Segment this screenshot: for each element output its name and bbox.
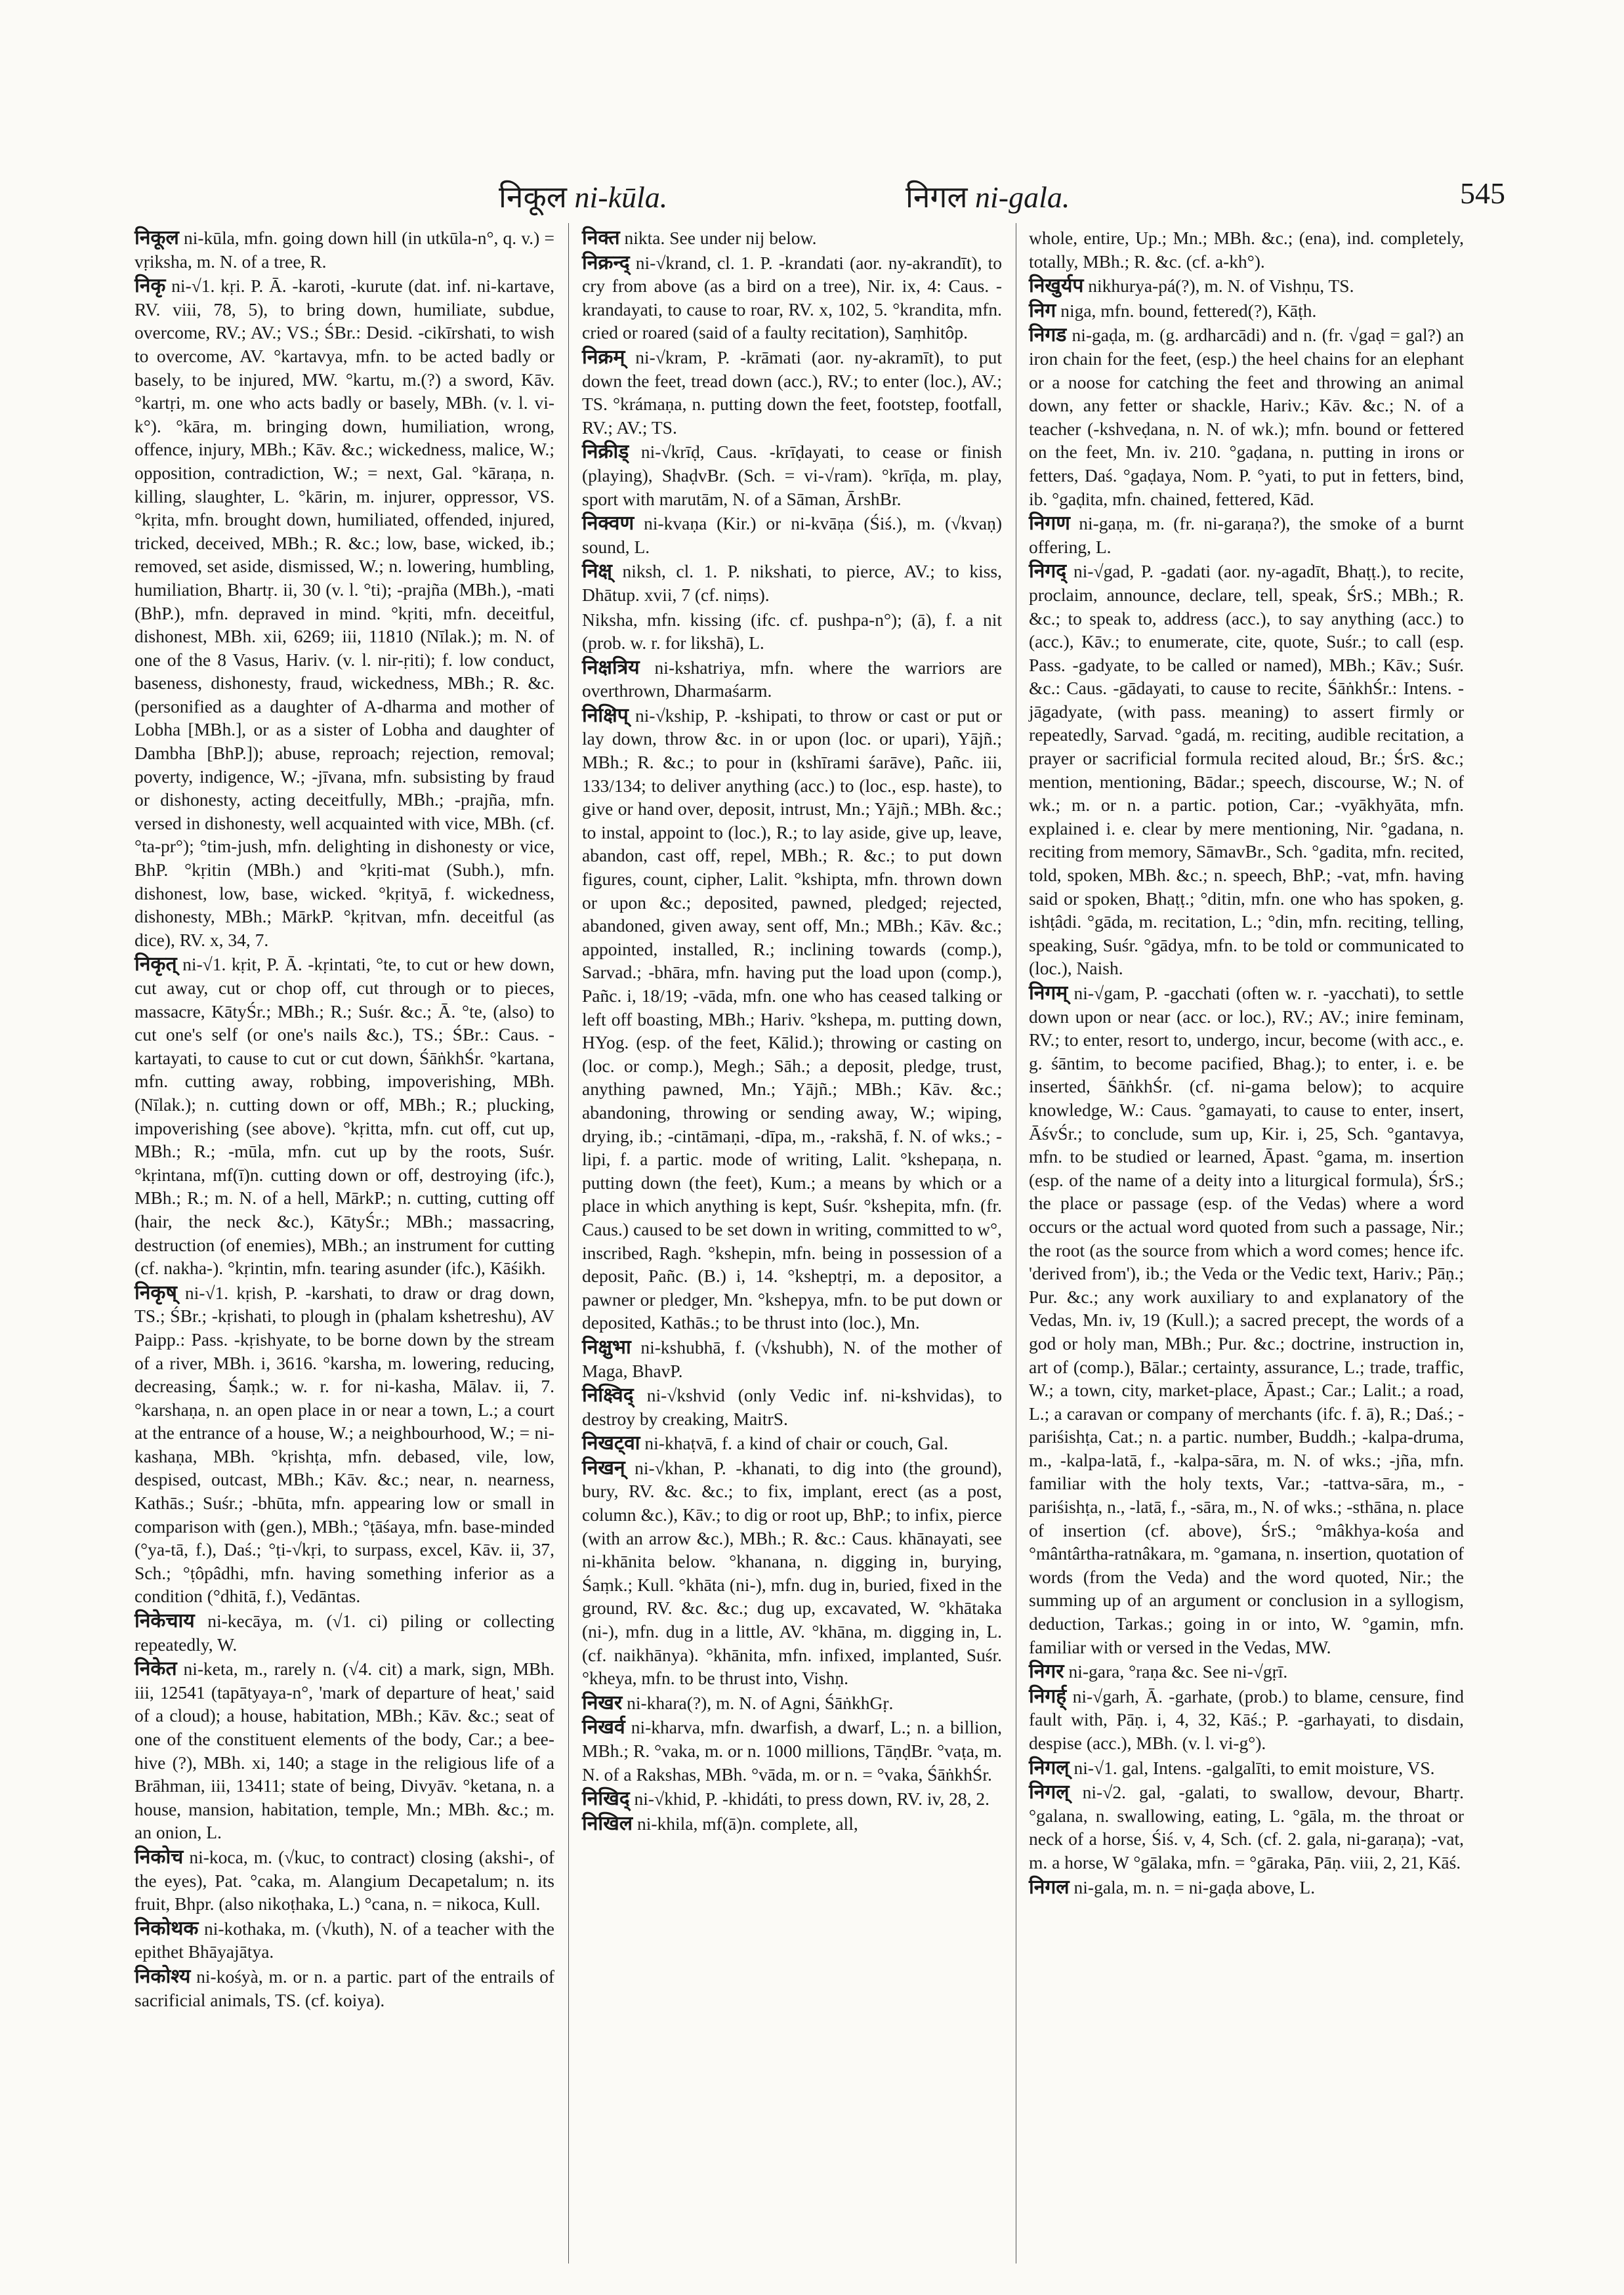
dictionary-entry [582,1787,1002,1811]
entry-definition: niksh, cl. 1. P. nikshati, to pierce, AV.; to kiss, Dhātup. xvii, 7 (cf. niṃs). [582,561,1003,605]
entry-headword: निक्त [582,227,620,249]
dictionary-entry [1029,226,1464,273]
entry-definition: ni-gala, m. n. = ni-gaḍa above, L. [1073,1876,1316,1897]
entry-headword: निकृत् [135,953,177,976]
entry-headword: निगड [1029,324,1067,346]
entry-definition: ni-√kram, P. -krāmati (aor. ny-akramīt), to put down the feet, tread down (acc.), RV.; to enter (loc.), AV.; TS. °krámaṇa, n. putting down the feet, footstep, footfall, RV.; AV.; TS. [582,346,1002,438]
dictionary-entry [582,1432,1002,1455]
dictionary-entry [135,1917,554,1964]
dictionary-entry [1029,512,1464,558]
entry-definition: whole, entire, Up.; Mn.; MBh. &c.; (ena), ind. completely, totally, MBh.; R. &c. (cf. a-kh°). [1029,228,1464,272]
entry-definition: ni-√khan, P. -khanati, to dig into (the ground), bury, RV. &c. &c.; to fix, implant, erect (as a post, column &c.), Kāv.; to dig or root up, BhP.; to infix, pierce (with an arrow &c.), MBh.; R. &c.: Caus. khānayati, see ni-khānita below. °khanana, n. digging in, burying, Śaṃk.; Kull. °khāta (ni-), mfn. dug in, buried, fixed in the ground, RV. &c. &c.; dug up, excavated, W. °khātaka (ni-), mfn. dug in a little, AV. °khāna, m. digging in, L. (cf. naikhānya). °khānita, mfn. infixed, implanted, Suśr. °kheya, mfn. to be thrust into, Vishṇ. [582,1457,1003,1689]
dictionary-entry [135,1281,554,1608]
entry-definition: nikhurya-pá(?), m. N. of Vishṇu, TS. [1088,276,1354,297]
entry-definition: ni-kecāya, m. (√1. ci) piling or collecting repeatedly, W. [135,1611,554,1655]
entry-headword: निगर [1029,1661,1064,1683]
entry-definition: ni-√1. kṛish, P. -karshati, to draw or drag down, TS.; ŚBr.; -kṛishati, to plough in (phalam kshetreshu), AV Paipp.: Pass. -kṛishyate, to be borne down by the stream of a river, MBh. i, 3616. °karsha, m. lowering, reducing, decreasing, Śaṃk.; w. r. for ni-kasha, Mālav. ii, 7. °karshaṇa, n. an open place in or near a town, L.; a court at the entrance of a house, W.; a neighbourhood, W.; = ni-kashaṇa, MBh. °kṛishṭa, mfn. debased, vile, low, despised, outcast, MBh.; Kāv. &c.; near, n. nearness, Kathās.; Suśr.; -bhūta, mfn. appearing low or small in comparison with (gen.), MBh.; °ṭāśaya, mfn. base-minded (°ya-tā, f.), Daś.; °ṭi-√kṛi, to surpass, excel, Kāv. ii, 37, Sch.; °ṭôpâdhi, mfn. having something inferior as a condition (°dhitā, f.), Vedāntas. [135,1282,555,1607]
entry-headword: निकोथक [135,1917,199,1939]
entry-headword: निखुर्यप [1029,275,1084,297]
dictionary-entry [1029,560,1464,980]
entry-definition: ni-√1. kṛi. P. Ā. -karoti, -kurute (dat. inf. ni-kartave, RV. viii, 78, 5), to bring down, humiliate, subdue, overcome, RV.; AV.; VS.; ŚBr.: Desid. -cikīrshati, to wish to overcome, AV. °kartavya, mfn. to be acted badly or basely, to be injured, MW. °kartu, m.(?) a sword, Kāv. °kartṛi, m. one who acts badly or basely, MBh. (v. l. vi-k°). °kāra, m. bringing down, humiliation, wrong, offence, injury, MBh.; Kāv. &c.; wickedness, malice, W.; opposition, contradiction, W.; = next, Gal. °kāraṇa, n. killing, slaughter, L. °kārin, m. injurer, oppressor, VS. °kṛita, mfn. brought down, humiliated, offended, injured, tricked, deceived, MBh.; R. &c.; low, base, wicked, ib.; removed, set aside, dismissed, W.; n. lowering, humbling, humiliation, Bhartṛ. ii, 30 (v. l. °ti); -prajña (MBh.), -mati (BhP.), mfn. depraved in mind. °kṛiti, mfn. deceitful, dishonest, MBh. xii, 6269; iii, 11810 (Nīlak.); m. N. of one of the 8 Vasus, Hariv. (v. l. nir-ṛiti); f. low conduct, baseness, dishonesty, fraud, wickedness, MBh.; R. &c. (personified as a daughter of A-dharma and mother of Lobha [MBh.], or as a sister of Lobha and daughter of Dambha [BhP.]); abuse, reproach; rejection, removal; poverty, indigence, W.; -jīvana, mfn. subsisting by fraud or dishonesty, acting deceitfully, MBh.; -prajña, mfn. versed in dishonesty, well acquainted with vice, MBh. (cf. °ta-pr°); °tim-jush, mfn. delighting in dishonesty or vice, BhP. °kṛitin (MBh.) and °kṛiti-mat (Subh.), mfn. dishonest, low, base, wicked. °kṛityā, f. wickedness, dishonesty, MBh.; MārkP. °kṛitvan, mfn. deceitful (as dice), RV. x, 34, 7. [135,276,554,950]
entry-definition: ni-khaṭvā, f. a kind of chair or couch, Gal. [644,1433,949,1454]
running-head-right-devanagari: निगल [906,180,968,214]
running-head-left-roman: ni-kūla. [574,180,668,214]
dictionary-entry [582,1336,1002,1382]
entry-headword: निकृष् [135,1281,177,1304]
column-3 [1029,226,1464,1900]
entry-definition: ni-√gad, P. -gadati (aor. ny-agadīt, Bhaṭṭ.), to recite, proclaim, announce, declare, tell, speak, ŚrS.; MBh.; R. &c.; to speak to, address (acc.), to say anything (acc.) to (acc.), Kāv.; to enumerate, cite, quote, Suśr.; to call (esp. Pass. -gadyate, to be called or named), MBh.; Kāv.; Suśr. &c.: Caus. -gādayati, to cause to recite, ŚāṅkhŚr.: Intens. -jāgadyate, (with pass. meaning) to assert firmly or repeatedly, Sarvad. °gadá, m. reciting, audible recitation, a prayer or sacrificial formula recited aloud, Br.; ŚrS. &c.; mention, mentioning, Bādar.; speech, discourse, W.; N. of wk.; m. or n. a partic. potion, Car.; -vyākhyāta, mfn. explained i. e. clear by mere mentioning, Nir. °gadana, n. reciting from memory, SāmavBr., Sch. °gadita, mfn. recited, told, spoken, MBh. &c.; n. speech, BhP.; -vat, mfn. having said or spoken, Bhaṭṭ.; °ditin, mfn. one who has spoken, g. ishṭâdi. °gāda, m. recitation, L.; °din, mfn. reciting, telling, speaking, Suśr. °gādya, mfn. to be told or communicated to (loc.), Naish. [1029,561,1465,979]
entry-definition: nikta. See under nij below. [624,228,817,248]
entry-headword: निक्षत्रिय [582,656,640,678]
entry-headword: निगम् [1029,982,1068,1004]
dictionary-entry [1029,1756,1464,1780]
entry-definition: ni-√1. gal, Intens. -galgalīti, to emit moisture, VS. [1073,1757,1435,1778]
entry-definition: ni-kvaṇa (Kir.) or ni-kvāṇa (Śiś.), m. (√kvaṇ) sound, L. [582,513,1003,557]
dictionary-entry [582,512,1002,558]
entry-headword: निगल् [1029,1756,1070,1779]
entry-definition: ni-√gam, P. -gacchati (often w. r. -yacchati), to settle down upon or near (acc. or loc.), RV.; AV.; inire feminam, RV.; to enter, resort to, undergo, incur, become (with acc., e. g. śāntim, to become pacified, Bhag.); to enter, i. e. be inserted, ŚāṅkhŚr. (cf. ni-gama below); to acquire knowledge, W.: Caus. °gamayati, to cause to enter, insert, ĀśvŚr.; to conclude, sum up, Kir. i, 25, Sch. °gantavya, mfn. to be studied or learned, Āpast. °gama, m. insertion (esp. of the name of a deity into a liturgical formula), ŚrS.; the place or passage (esp. of the Vedas) where a word occurs or the actual word quoted from such a passage, Nir.; the root (as the source from which a word comes; hence ifc. 'derived from'), ib.; the Veda or the Vedic text, Hariv.; Pāṇ.; Pur. &c.; any work auxiliary to and explanatory of the Vedas, Mn. iv, 19 (Kull.); a sacred precept, the words of a god or holy man, MBh.; Pur. &c.; doctrine, instruction in, art of (comp.), Bālar.; certainty, assurance, L.; trade, traffic, W.; a town, city, market-place, Āpast.; Car.; Lalit.; a road, L.; a caravan or company of merchants (ifc. f. ā), R.; Daś.; -pariśishṭa, Cat.; n. a partic. number, Buddh.; -kalpa-druma, m., -kalpa-latā, f., -kalpa-sāra, m. N. of wks.; -jña, mfn. familiar with the holy texts, Var.; -tattva-sāra, m., -pariśishṭa, n., -latā, f., -sāra, m., N. of wks.; -sthāna, n. place of insertion (cf. above), ŚrS.; °mâkhya-kośa and °mântârtha-ratnâkara, m. °gamana, n. insertion, quotation of words (from the Veda) and the word quoted, Nir.; the summing up of an argument or conclusion in a syllogism, deduction, Tarkas.; going in or into, W. °gamin, mfn. familiar with or versed in the Vedas, MW. [1029,983,1464,1657]
entry-headword: निखन् [582,1457,625,1479]
page-number: 545 [1460,176,1505,210]
entry-definition: ni-√2. gal, -galati, to swallow, devour, Bhartṛ. °galana, n. swallowing, eating, L. °gāla, m. the throat or neck of a horse, Śiś. v, 4, Sch. (cf. 2. gala, ni-garaṇa); -vat, m. a horse, W °gālaka, mfn. = °gāraka, Pāṇ. viii, 2, 21, Kāś. [1029,1782,1464,1872]
entry-definition: ni-√1. kṛit, P. Ā. -kṛintati, °te, to cut or hew down, cut away, cut or chop off, cut through or to pieces, massacre, KātyŚr.; MBh.; R.; Suśr. &c.; Ā. °te, (also) to cut one's self (or one's nails &c.), TS.; ŚBr.: Caus. -kartayati, to cause to cut or cut down, ŚāṅkhŚr. °kartana, mfn. cutting away, robbing, impoverishing, MBh. (Nīlak.); n. cutting down or off, MBh.; R.; plucking, impoverishing (see above). °kṛitta, mfn. cut off, cut up, MBh.; R.; -mūla, mfn. cut up by the roots, Suśr. °kṛintana, mf(ī)n. cutting down or off, destroying (ifc.), MBh.; R.; m. N. of a hell, MārkP.; n. cutting, cutting off (hair, the neck &c.), KātyŚr.; MBh.; massacring, destruction (of enemies), MBh.; an instrument for cutting (cf. nakha-). °kṛintin, mfn. tearing asunder (ifc.), Kāśikh. [135,954,555,1279]
entry-headword: निगल् [1029,1781,1070,1804]
dictionary-entry [582,560,1002,606]
dictionary-entry [135,1965,554,2012]
entry-definition: ni-kūla, mfn. going down hill (in utkūla-n°, q. v.) = vṛiksha, m. N. of a tree, R. [135,228,555,272]
entry-headword: निकोश्य [135,1965,191,1987]
entry-definition: ni-gara, °raṇa &c. See ni-√gṛī. [1068,1661,1288,1682]
entry-definition: ni-√khid, P. -khidáti, to press down, RV. iv, 28, 2. [634,1788,990,1809]
dictionary-entry [582,1691,1002,1715]
entry-headword: निक्ष्विद् [582,1384,634,1407]
entry-definition: ni-gaṇa, m. (fr. ni-garaṇa?), the smoke of a burnt offering, L. [1029,513,1464,557]
entry-definition: ni-kharva, mfn. dwarfish, a dwarf, L.; n. a billion, MBh.; R. °vaka, m. or n. 1000 millions, TāṇḍBr. °vaṭa, m. N. of a Rakshas, MBh. °vāda, m. or n. = °vaka, ŚāṅkhŚr. [582,1717,1002,1785]
dictionary-entry [135,1657,554,1844]
dictionary-entry [135,1609,554,1656]
entry-definition: ni-kothaka, m. (√kuth), N. of a teacher with the epithet Bhāyajātya. [135,1918,554,1962]
entry-headword: निकेत [135,1658,177,1680]
dictionary-entry [1029,1685,1464,1755]
dictionary-entry [135,226,554,273]
column-1 [135,226,554,2013]
column-2 [582,226,1002,1836]
entry-headword: निक्रन्द् [582,251,630,274]
dictionary-entry [582,440,1002,510]
entry-headword: निगण [1029,512,1070,535]
running-head-left [499,176,667,217]
column-divider [568,223,569,2264]
entry-definition: Niksha, mfn. kissing (ifc. cf. pushpa-n°); (ā), f. a nit (prob. w. r. for likshā), L. [582,609,1002,653]
entry-definition: ni-√krand, cl. 1. P. -krandati (aor. ny-akrandīt), to cry from above (as a bird on a tree), Nir. ix, 4: Caus. -krandayati, to cause to roar, RV. x, 102, 5. °krandita, mfn. cried or roared (said of a faulty recitation), Saṃhitôp. [582,252,1003,343]
dictionary-entry [582,608,1002,655]
entry-definition: niga, mfn. bound, fettered(?), Kāṭh. [1060,300,1317,321]
entry-definition: ni-kshatriya, mfn. where the warriors are overthrown, Dharmaśarm. [582,657,1003,701]
entry-definition: ni-koca, m. (√kuc, to contract) closing (akshi-, of the eyes), Pat. °caka, m. Alangium Decapetalum; n. its fruit, Bhpr. (also nikoṭhaka, L.) °cana, n. = nikoca, Kull. [135,1846,554,1914]
entry-headword: निखिल [582,1812,633,1834]
dictionary-entry [582,656,1002,703]
entry-headword: निकृ [135,275,166,297]
dictionary-entry [582,1457,1002,1690]
dictionary-entry [582,704,1002,1334]
dictionary-entry [582,1384,1002,1430]
dictionary-entry [1029,982,1464,1659]
dictionary-entry [1029,1876,1464,1899]
entry-headword: निगर्ह् [1029,1685,1067,1707]
entry-headword: निखिद् [582,1788,630,1810]
entry-definition: ni-√krīḍ, Caus. -krīḍayati, to cease or finish (playing), ShaḍvBr. (Sch. = vi-√ram). °krīḍa, m. play, sport with marutām, N. of a Sāman, ĀrshBr. [582,442,1002,509]
entry-headword: निक्रीड् [582,441,629,463]
dictionary-entry [1029,1660,1464,1684]
entry-definition: ni-keta, m., rarely n. (√4. cit) a mark, sign, MBh. iii, 12541 (tapātyaya-n°, 'mark of departure of heat,' said of a cloud); a house, habitation, MBh.; Kāv. &c.; seat of one of the constituent elements of the body, Car.; a bee-hive (?), MBh. xi, 140; a stage in the religious life of a Brāhman, iii, 13411; state of being, Divyāv. °ketana, n. a house, mansion, habitation, temple, Mn.; MBh. &c.; m. an onion, L. [135,1659,555,1843]
entry-headword: निक्ष् [582,560,612,583]
entry-definition: ni-kośyà, m. or n. a partic. part of the entrails of sacrificial animals, TS. (cf. koiya). [135,1966,555,2010]
entry-headword: निक्षुभा [582,1336,631,1358]
entry-definition: ni-kshubhā, f. (√kshubh), N. of the mother of Maga, BhavP. [582,1336,1003,1381]
dictionary-entry [582,346,1002,439]
dictionary-entry [582,251,1002,344]
entry-definition: ni-khila, mf(ā)n. complete, all, [636,1813,858,1834]
entry-definition: ni-√garh, Ā. -garhate, (prob.) to blame, censure, find fault with, Pāṇ. i, 4, 32, Kāś.; P. -garhayati, to disdain, despise (acc.), MBh. (v. l. vi-g°). [1029,1685,1464,1753]
dictionary-entry [135,1846,554,1916]
entry-headword: निक्षिप् [582,704,629,726]
entry-definition: ni-gaḍa, m. (g. ardharcādi) and n. (fr. √gaḍ = gal?) an iron chain for the feet, (esp.) the heel chains for an elephant or a noose for catching the feet and throwing an animal down, any fetter or shackle, Hariv.; Kāv. &c.; N. of a teacher (-kshveḍana, n. N. of wk.); mfn. bound or fettered on the feet, Mn. iv. 210. °gaḍana, n. putting in irons or fetters, Daś. °gaḍaya, Nom. P. °yati, to put in fetters, bind, ib. °gaḍita, mfn. chained, fettered, Kād. [1029,325,1464,509]
dictionary-entry [1029,1781,1464,1874]
running-head-left-devanagari: निकूल [499,180,567,214]
dictionary-entry [582,226,1002,250]
entry-headword: निखर्व [582,1716,625,1739]
dictionary-entry [1029,274,1464,298]
entry-definition: ni-√kshvid (only Vedic inf. ni-kshvidas), to destroy by creaking, MaitrS. [582,1385,1002,1429]
entry-headword: निगल [1029,1876,1070,1898]
entry-headword: निक्रम् [582,346,625,368]
dictionary-entry [1029,299,1464,323]
entry-headword: निक्वण [582,512,635,535]
dictionary-entry [582,1812,1002,1836]
entry-definition: ni-√kship, P. -kshipati, to throw or cast or put or lay down, throw &c. in or upon (loc. or upari), Yājñ.; MBh.; R. &c.; to pour in (kshīrami śarāve), Pañc. iii, 133/134; to deliver anything (acc.) to (loc., esp. haste), to give or hand over, deposit, intrust, Mn.; Yājñ.; MBh. &c.; to instal, appoint to (loc.), R.; to lay aside, give up, leave, abandon, cast off, repel, MBh.; R. &c.; to put down figures, count, cipher, Lalit. °kshipta, mfn. thrown down or upon &c.; deposited, pawned, pledged; rejected, abandoned, given away, sent off, Mn.; MBh.; Kāv. &c.; appointed, installed, R.; inclining towards (comp.), Sarvad.; -bhāra, mfn. having put the load upon (comp.), Pañc. i, 18/19; -vāda, mfn. one who has ceased talking or left off boasting, MBh.; Hariv. °kshepa, m. putting down, HYog. (esp. of the feet, Kālid.); throwing or casting on (loc. or comp.), Megh.; Sāh.; a deposit, pledge, trust, anything pawned, Mn.; Yājñ.; MBh.; Kāv. &c.; abandoning, throwing or sending away, W.; wiping, drying, ib.; -cintāmaṇi, -dīpa, m., -rakshā, f. N. of wks.; -lipi, f. a partic. mode of writing, Lalit. °kshepaṇa, n. putting down (the feet), Kum.; a means by which or a place in which anything is kept, Suśr. °kshepita, mfn. (fr. Caus.) caused to be set down in writing, committed to w°, inscribed, Ragh. °kshepin, mfn. being in possession of a deposit, Pañc. (B.) i, 14. °ksheptṛi, m. a depositor, a pawner or pledger, Mn. °kshepya, mfn. to be put down or deposited, Kathās.; to be thrust into (loc.), Mn. [582,705,1002,1333]
dictionary-entry [582,1716,1002,1786]
entry-headword: निखट्वा [582,1432,640,1455]
entry-definition: ni-khara(?), m. N. of Agni, ŚāṅkhGṛ. [627,1692,894,1713]
running-head-right [906,176,1070,217]
entry-headword: निखर [582,1691,623,1714]
entry-headword: निग [1029,299,1056,321]
dictionary-entry [135,953,554,1279]
dictionary-entry [135,274,554,951]
dictionary-entry [1029,323,1464,510]
entry-headword: निकोच [135,1846,184,1868]
entry-headword: निकूल [135,227,179,249]
running-head-right-roman: ni-gala. [975,180,1070,214]
entry-headword: निकेचाय [135,1610,195,1632]
entry-headword: निगद् [1029,560,1067,583]
